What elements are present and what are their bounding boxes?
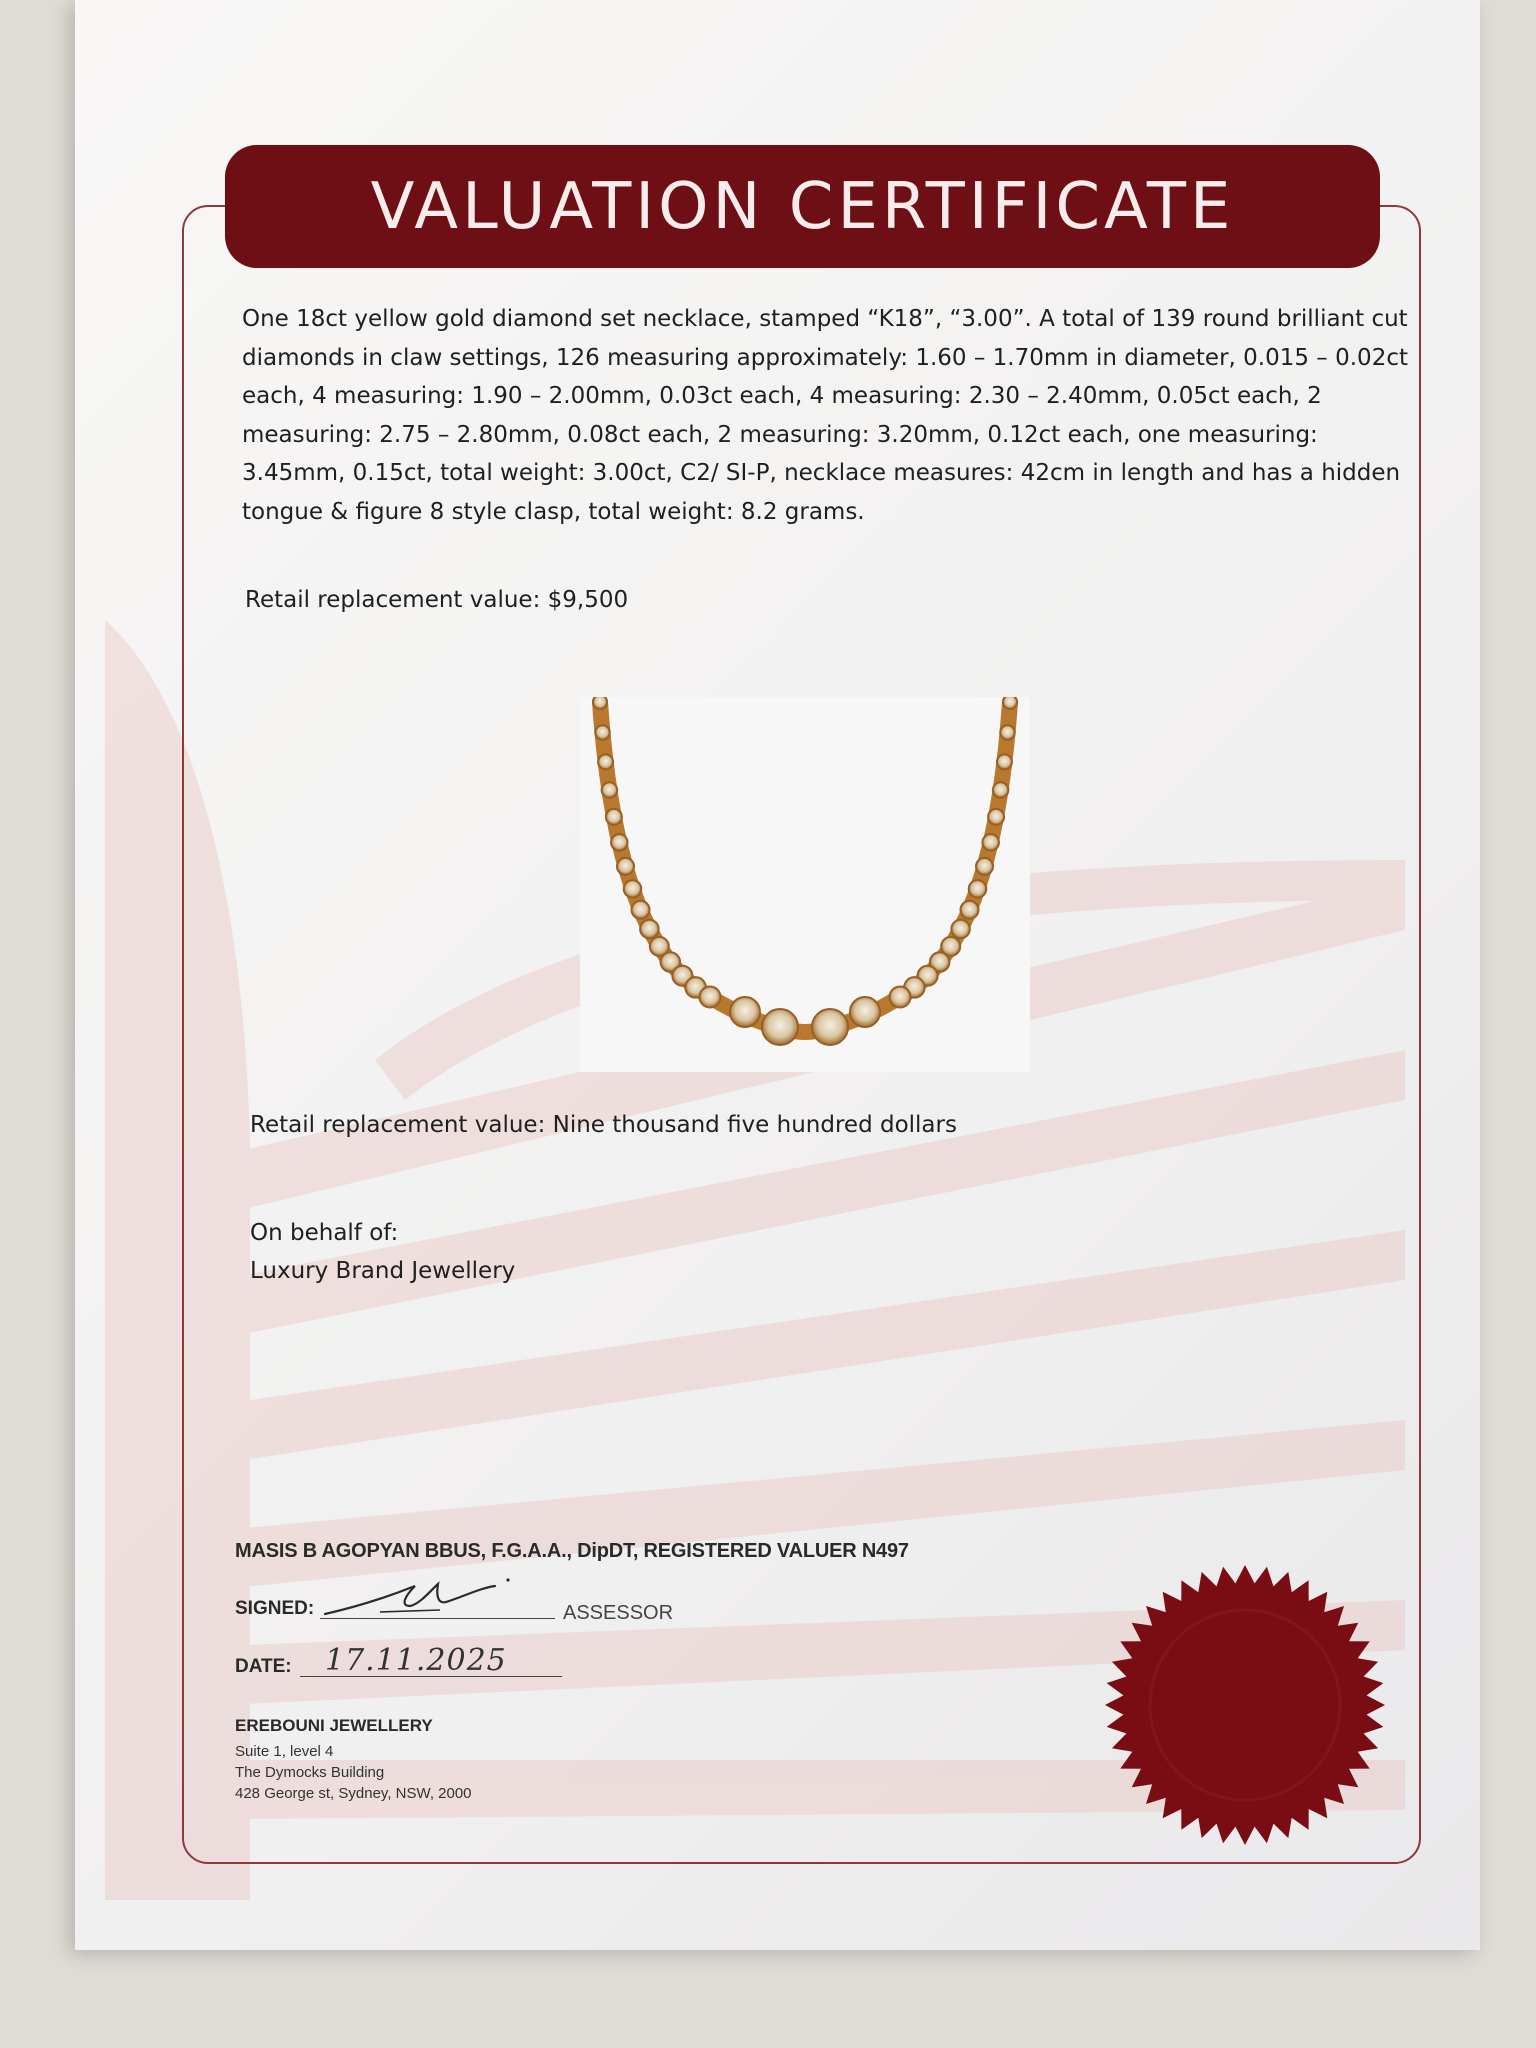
necklace-diamond bbox=[993, 782, 1009, 798]
necklace-diamond bbox=[812, 1009, 848, 1045]
necklace-diamond bbox=[997, 754, 1012, 769]
address-line-2: The Dymocks Building bbox=[235, 1764, 385, 1781]
necklace-diamond bbox=[988, 809, 1004, 825]
necklace-illustration bbox=[580, 697, 1030, 1072]
necklace-diamond bbox=[951, 920, 970, 939]
on-behalf-name: Luxury Brand Jewellery bbox=[250, 1258, 516, 1284]
date-value: 17.11.2025 bbox=[325, 1643, 507, 1678]
necklace-diamond bbox=[606, 809, 622, 825]
assessor-label: ASSESSOR bbox=[563, 1602, 674, 1624]
necklace-diamond bbox=[611, 834, 628, 851]
signed-label: SIGNED: bbox=[235, 1598, 315, 1619]
company-name: EREBOUNI JEWELLERY bbox=[235, 1716, 433, 1735]
necklace-diamond bbox=[632, 901, 650, 919]
necklace-diamond bbox=[976, 858, 993, 875]
retail-value-words: Retail replacement value: Nine thousand five hundred dollars bbox=[250, 1112, 957, 1138]
necklace-diamond bbox=[961, 901, 979, 919]
valuer-credentials: MASIS B AGOPYAN BBUS, F.G.A.A., DipDT, REGISTERED VALUER N497 bbox=[235, 1540, 909, 1562]
necklace-diamond bbox=[762, 1009, 798, 1045]
necklace-photo bbox=[580, 697, 1030, 1072]
necklace-diamond bbox=[1000, 725, 1015, 740]
necklace-diamond bbox=[890, 987, 911, 1008]
on-behalf-label: On behalf of: bbox=[250, 1220, 399, 1246]
date-label: DATE: bbox=[235, 1656, 292, 1677]
necklace-diamond bbox=[640, 920, 659, 939]
necklace-diamond bbox=[700, 987, 721, 1008]
handwritten-signature bbox=[320, 1566, 520, 1626]
address-line-3: 428 George st, Sydney, NSW, 2000 bbox=[235, 1785, 472, 1802]
necklace-diamond bbox=[598, 754, 613, 769]
necklace-diamond bbox=[617, 858, 634, 875]
item-description: One 18ct yellow gold diamond set necklace, stamped “K18”, “3.00”. A total of 139 round brilliant cut diamonds in claw settings, 126 measuring approximately: 1.60 – 1.70mm in diameter, 0.015 – 0.02ct each, 4 measuring: 1.90 – 2.00mm, 0.03ct each, 4 measuring: 2.30 – 2.40mm, 0.05ct each, 2 measuring: 2.75 – 2.80mm, 0.08ct each, 2 measuring: 3.20mm, 0.12ct each, one measuring: 3.45mm, 0.15ct, total weight: 3.00ct, C2/ SI-P, necklace measures: 42cm in length and has a hidden tongue & figure 8 style clasp, total weight: 8.2 grams. bbox=[242, 306, 1408, 525]
necklace-diamond bbox=[850, 997, 880, 1027]
certificate-title: VALUATION CERTIFICATE bbox=[370, 169, 1235, 244]
necklace-diamond bbox=[624, 880, 642, 898]
necklace-diamond bbox=[982, 834, 999, 851]
necklace-diamond bbox=[595, 725, 610, 740]
necklace-diamond bbox=[602, 782, 618, 798]
necklace-diamond bbox=[730, 997, 760, 1027]
red-foil-seal-icon bbox=[1100, 1560, 1390, 1850]
retail-value: Retail replacement value: $9,500 bbox=[245, 587, 629, 613]
certificate-sheet bbox=[75, 0, 1480, 1950]
necklace-diamond bbox=[969, 880, 987, 898]
necklace-diamond bbox=[1003, 697, 1017, 709]
necklace-diamond bbox=[593, 697, 607, 709]
title-banner bbox=[225, 145, 1380, 268]
address-line-1: Suite 1, level 4 bbox=[235, 1743, 334, 1760]
